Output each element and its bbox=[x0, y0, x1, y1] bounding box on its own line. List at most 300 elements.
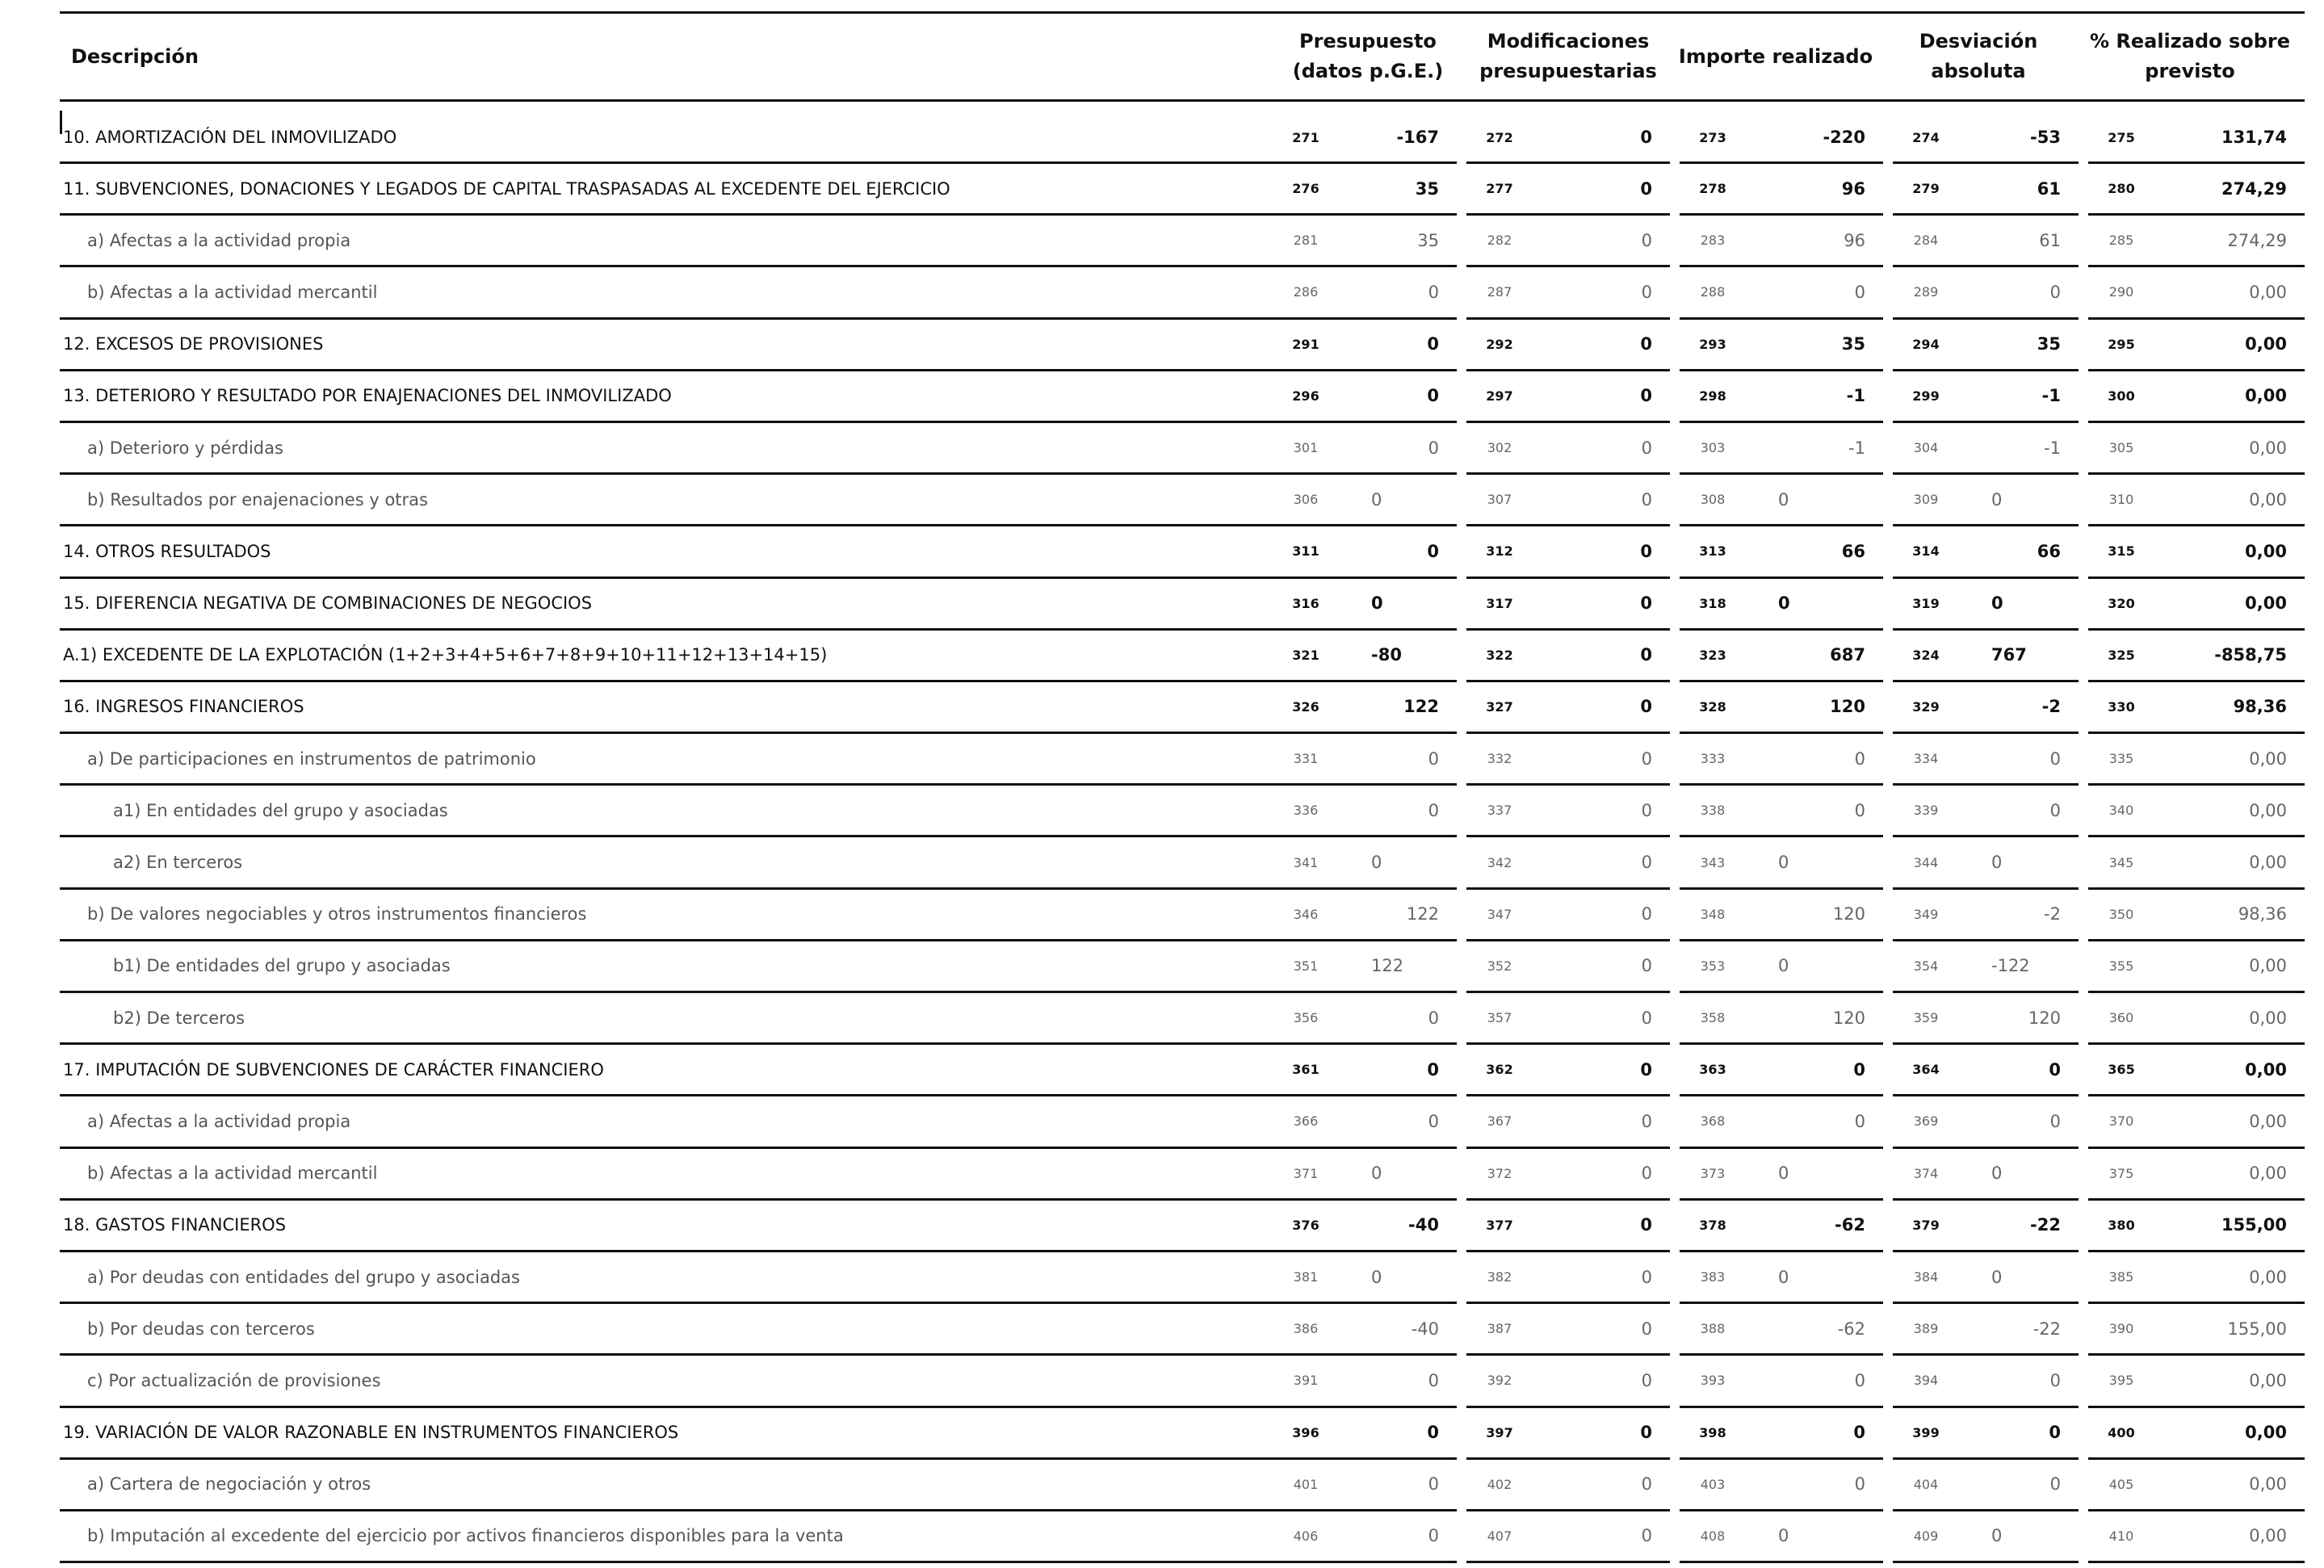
row-description: a) Afectas a la actividad propia bbox=[60, 215, 1273, 266]
row-value-presupuesto: 0 bbox=[1339, 1355, 1457, 1407]
row-value-presupuesto: 0 bbox=[1339, 474, 1457, 526]
table-row bbox=[60, 1407, 2305, 1458]
column-gap bbox=[1457, 1355, 1466, 1407]
table-row bbox=[60, 836, 2305, 888]
row-code-importe-realizado: 343 bbox=[1680, 836, 1746, 888]
row-code-modificaciones: 337 bbox=[1466, 785, 1533, 836]
row-value-importe-realizado: 120 bbox=[1746, 888, 1883, 940]
row-value-modificaciones: 0 bbox=[1533, 733, 1670, 785]
column-gap bbox=[2079, 370, 2088, 421]
row-code-porcentaje-realizado: 340 bbox=[2088, 785, 2154, 836]
row-value-presupuesto: 0 bbox=[1339, 1510, 1457, 1562]
table-row bbox=[60, 1199, 2305, 1251]
column-gap bbox=[1670, 629, 1680, 681]
row-code-importe-realizado: 363 bbox=[1680, 1044, 1746, 1096]
row-value-porcentaje-realizado: 0,00 bbox=[2154, 1407, 2305, 1458]
row-value-porcentaje-realizado: 0,00 bbox=[2154, 421, 2305, 473]
header-descripcion: Descripción bbox=[71, 44, 199, 68]
row-code-presupuesto: 361 bbox=[1273, 1044, 1339, 1096]
column-gap bbox=[1457, 940, 1466, 992]
row-value-porcentaje-realizado: 0,00 bbox=[2154, 992, 2305, 1044]
row-code-desviacion: 319 bbox=[1893, 577, 1959, 629]
row-code-importe-realizado: 308 bbox=[1680, 474, 1746, 526]
column-gap bbox=[2079, 733, 2088, 785]
row-code-presupuesto: 371 bbox=[1273, 1147, 1339, 1199]
row-value-desviacion: 120 bbox=[1959, 992, 2079, 1044]
row-code-presupuesto: 276 bbox=[1273, 163, 1339, 215]
row-value-importe-realizado: 0 bbox=[1746, 577, 1883, 629]
row-description: 12. EXCESOS DE PROVISIONES bbox=[60, 318, 1273, 370]
row-value-desviacion: 61 bbox=[1959, 163, 2079, 215]
column-gap bbox=[1670, 102, 1680, 163]
table-row bbox=[60, 102, 2305, 163]
row-code-importe-realizado: 303 bbox=[1680, 421, 1746, 473]
table-row bbox=[60, 266, 2305, 318]
row-code-presupuesto: 271 bbox=[1273, 102, 1339, 163]
column-gap bbox=[2079, 526, 2088, 577]
column-gap bbox=[1670, 836, 1680, 888]
table-row bbox=[60, 215, 2305, 266]
row-value-desviacion: -22 bbox=[1959, 1199, 2079, 1251]
column-gap bbox=[2079, 102, 2088, 163]
column-gap bbox=[1883, 1147, 1893, 1199]
column-gap bbox=[2079, 681, 2088, 732]
column-gap bbox=[2079, 1355, 2088, 1407]
row-value-presupuesto: 0 bbox=[1339, 733, 1457, 785]
row-description: b) De valores negociables y otros instrumentos financieros bbox=[60, 888, 1273, 940]
row-value-desviacion: 35 bbox=[1959, 318, 2079, 370]
row-value-importe-realizado: 0 bbox=[1746, 785, 1883, 836]
row-code-modificaciones: 342 bbox=[1466, 836, 1533, 888]
row-value-importe-realizado: 0 bbox=[1746, 1044, 1883, 1096]
column-gap bbox=[1457, 577, 1466, 629]
row-code-desviacion: 344 bbox=[1893, 836, 1959, 888]
row-code-porcentaje-realizado: 280 bbox=[2088, 163, 2154, 215]
row-code-presupuesto: 291 bbox=[1273, 318, 1339, 370]
data-table bbox=[60, 102, 2305, 1563]
column-gap bbox=[1670, 733, 1680, 785]
row-value-modificaciones: 0 bbox=[1533, 992, 1670, 1044]
row-value-desviacion: 0 bbox=[1959, 1407, 2079, 1458]
row-value-importe-realizado: 0 bbox=[1746, 1251, 1883, 1302]
row-description: a) Por deudas con entidades del grupo y asociadas bbox=[60, 1251, 1273, 1302]
column-gap bbox=[1457, 474, 1466, 526]
table-row bbox=[60, 1355, 2305, 1407]
row-code-desviacion: 369 bbox=[1893, 1096, 1959, 1147]
row-code-presupuesto: 296 bbox=[1273, 370, 1339, 421]
row-code-modificaciones: 312 bbox=[1466, 526, 1533, 577]
column-gap bbox=[2079, 1458, 2088, 1510]
column-gap bbox=[1883, 733, 1893, 785]
row-value-porcentaje-realizado: 98,36 bbox=[2154, 888, 2305, 940]
row-code-modificaciones: 382 bbox=[1466, 1251, 1533, 1302]
row-value-porcentaje-realizado: 0,00 bbox=[2154, 1096, 2305, 1147]
row-value-porcentaje-realizado: 155,00 bbox=[2154, 1303, 2305, 1355]
row-code-modificaciones: 292 bbox=[1466, 318, 1533, 370]
row-description: 11. SUBVENCIONES, DONACIONES Y LEGADOS DE CAPITAL TRASPASADAS AL EXCEDENTE DEL EJERCICIO bbox=[60, 163, 1273, 215]
column-gap bbox=[1670, 370, 1680, 421]
row-description: a) De participaciones en instrumentos de patrimonio bbox=[60, 733, 1273, 785]
row-code-porcentaje-realizado: 380 bbox=[2088, 1199, 2154, 1251]
column-gap bbox=[1670, 163, 1680, 215]
row-value-porcentaje-realizado: 0,00 bbox=[2154, 370, 2305, 421]
header-importe-realizado: Importe realizado bbox=[1678, 44, 1873, 68]
column-gap bbox=[1670, 1458, 1680, 1510]
column-gap bbox=[1457, 1199, 1466, 1251]
row-code-presupuesto: 351 bbox=[1273, 940, 1339, 992]
column-gap bbox=[1883, 102, 1893, 163]
row-code-importe-realizado: 378 bbox=[1680, 1199, 1746, 1251]
column-gap bbox=[1670, 888, 1680, 940]
column-gap bbox=[1670, 421, 1680, 473]
row-value-importe-realizado: 96 bbox=[1746, 215, 1883, 266]
row-value-modificaciones: 0 bbox=[1533, 1251, 1670, 1302]
table-row bbox=[60, 577, 2305, 629]
column-gap bbox=[1883, 1199, 1893, 1251]
column-gap bbox=[2079, 1096, 2088, 1147]
row-value-porcentaje-realizado: 0,00 bbox=[2154, 474, 2305, 526]
column-gap bbox=[2079, 215, 2088, 266]
column-gap bbox=[1883, 266, 1893, 318]
row-value-presupuesto: 0 bbox=[1339, 526, 1457, 577]
column-gap bbox=[1670, 1510, 1680, 1562]
row-description: A.1) EXCEDENTE DE LA EXPLOTACIÓN (1+2+3+4+5+6+7+8+9+10+11+12+13+14+15) bbox=[60, 629, 1273, 681]
row-code-importe-realizado: 348 bbox=[1680, 888, 1746, 940]
row-value-desviacion: -2 bbox=[1959, 888, 2079, 940]
row-description: a1) En entidades del grupo y asociadas bbox=[60, 785, 1273, 836]
row-code-modificaciones: 367 bbox=[1466, 1096, 1533, 1147]
row-code-modificaciones: 332 bbox=[1466, 733, 1533, 785]
row-value-porcentaje-realizado: 0,00 bbox=[2154, 1044, 2305, 1096]
row-description: a) Afectas a la actividad propia bbox=[60, 1096, 1273, 1147]
column-gap bbox=[2079, 836, 2088, 888]
row-code-presupuesto: 366 bbox=[1273, 1096, 1339, 1147]
row-code-importe-realizado: 393 bbox=[1680, 1355, 1746, 1407]
column-gap bbox=[1883, 836, 1893, 888]
row-code-porcentaje-realizado: 355 bbox=[2088, 940, 2154, 992]
table-row bbox=[60, 318, 2305, 370]
row-value-presupuesto: 0 bbox=[1339, 1044, 1457, 1096]
row-code-modificaciones: 317 bbox=[1466, 577, 1533, 629]
row-value-importe-realizado: 687 bbox=[1746, 629, 1883, 681]
row-code-desviacion: 334 bbox=[1893, 733, 1959, 785]
row-code-presupuesto: 326 bbox=[1273, 681, 1339, 732]
column-gap bbox=[1883, 940, 1893, 992]
row-value-porcentaje-realizado: 0,00 bbox=[2154, 1510, 2305, 1562]
row-value-modificaciones: 0 bbox=[1533, 1199, 1670, 1251]
row-code-presupuesto: 381 bbox=[1273, 1251, 1339, 1302]
row-description: b2) De terceros bbox=[60, 992, 1273, 1044]
column-gap bbox=[1883, 1510, 1893, 1562]
row-code-desviacion: 314 bbox=[1893, 526, 1959, 577]
row-description: 14. OTROS RESULTADOS bbox=[60, 526, 1273, 577]
row-code-presupuesto: 336 bbox=[1273, 785, 1339, 836]
row-code-presupuesto: 306 bbox=[1273, 474, 1339, 526]
column-gap bbox=[1670, 1303, 1680, 1355]
row-value-importe-realizado: 0 bbox=[1746, 733, 1883, 785]
column-gap bbox=[2079, 1199, 2088, 1251]
column-gap bbox=[1457, 992, 1466, 1044]
row-description: a2) En terceros bbox=[60, 836, 1273, 888]
column-gap bbox=[1670, 1199, 1680, 1251]
row-code-modificaciones: 287 bbox=[1466, 266, 1533, 318]
row-code-desviacion: 279 bbox=[1893, 163, 1959, 215]
row-description: 19. VARIACIÓN DE VALOR RAZONABLE EN INSTRUMENTOS FINANCIEROS bbox=[60, 1407, 1273, 1458]
table-row bbox=[60, 785, 2305, 836]
row-code-porcentaje-realizado: 335 bbox=[2088, 733, 2154, 785]
row-code-porcentaje-realizado: 360 bbox=[2088, 992, 2154, 1044]
column-gap bbox=[2079, 1510, 2088, 1562]
column-gap bbox=[2079, 266, 2088, 318]
column-gap bbox=[1670, 1044, 1680, 1096]
row-value-desviacion: -122 bbox=[1959, 940, 2079, 992]
row-code-desviacion: 339 bbox=[1893, 785, 1959, 836]
row-code-modificaciones: 372 bbox=[1466, 1147, 1533, 1199]
column-gap bbox=[1883, 1303, 1893, 1355]
row-value-presupuesto: 0 bbox=[1339, 421, 1457, 473]
row-value-porcentaje-realizado: 274,29 bbox=[2154, 215, 2305, 266]
row-value-desviacion: 0 bbox=[1959, 785, 2079, 836]
row-value-presupuesto: 0 bbox=[1339, 1407, 1457, 1458]
table-row bbox=[60, 1303, 2305, 1355]
row-value-presupuesto: 0 bbox=[1339, 1458, 1457, 1510]
row-code-desviacion: 389 bbox=[1893, 1303, 1959, 1355]
column-gap bbox=[1883, 1044, 1893, 1096]
row-value-importe-realizado: 0 bbox=[1746, 1096, 1883, 1147]
column-gap bbox=[2079, 421, 2088, 473]
column-gap bbox=[1457, 681, 1466, 732]
row-code-importe-realizado: 358 bbox=[1680, 992, 1746, 1044]
column-gap bbox=[1457, 421, 1466, 473]
row-value-porcentaje-realizado: 0,00 bbox=[2154, 1147, 2305, 1199]
row-value-presupuesto: 0 bbox=[1339, 785, 1457, 836]
row-value-importe-realizado: 0 bbox=[1746, 266, 1883, 318]
row-value-porcentaje-realizado: 0,00 bbox=[2154, 266, 2305, 318]
row-code-importe-realizado: 273 bbox=[1680, 102, 1746, 163]
column-gap bbox=[2079, 1044, 2088, 1096]
column-gap bbox=[1457, 526, 1466, 577]
row-value-importe-realizado: 35 bbox=[1746, 318, 1883, 370]
row-value-modificaciones: 0 bbox=[1533, 836, 1670, 888]
column-gap bbox=[1670, 1355, 1680, 1407]
column-gap bbox=[1670, 526, 1680, 577]
column-gap bbox=[1457, 785, 1466, 836]
row-code-porcentaje-realizado: 295 bbox=[2088, 318, 2154, 370]
row-value-presupuesto: 0 bbox=[1339, 370, 1457, 421]
column-gap bbox=[1883, 1458, 1893, 1510]
table-row bbox=[60, 733, 2305, 785]
row-code-presupuesto: 321 bbox=[1273, 629, 1339, 681]
row-code-porcentaje-realizado: 310 bbox=[2088, 474, 2154, 526]
row-code-importe-realizado: 353 bbox=[1680, 940, 1746, 992]
table-row bbox=[60, 474, 2305, 526]
row-code-desviacion: 399 bbox=[1893, 1407, 1959, 1458]
column-gap bbox=[2079, 1303, 2088, 1355]
row-value-presupuesto: 0 bbox=[1339, 266, 1457, 318]
column-gap bbox=[1457, 318, 1466, 370]
row-code-presupuesto: 331 bbox=[1273, 733, 1339, 785]
row-value-modificaciones: 0 bbox=[1533, 1510, 1670, 1562]
row-value-porcentaje-realizado: 0,00 bbox=[2154, 836, 2305, 888]
row-code-porcentaje-realizado: 290 bbox=[2088, 266, 2154, 318]
row-value-importe-realizado: 0 bbox=[1746, 1510, 1883, 1562]
row-value-importe-realizado: 66 bbox=[1746, 526, 1883, 577]
row-code-modificaciones: 277 bbox=[1466, 163, 1533, 215]
row-code-porcentaje-realizado: 315 bbox=[2088, 526, 2154, 577]
row-code-modificaciones: 387 bbox=[1466, 1303, 1533, 1355]
row-code-porcentaje-realizado: 375 bbox=[2088, 1147, 2154, 1199]
row-code-importe-realizado: 293 bbox=[1680, 318, 1746, 370]
row-value-porcentaje-realizado: 0,00 bbox=[2154, 1458, 2305, 1510]
row-value-modificaciones: 0 bbox=[1533, 370, 1670, 421]
row-value-importe-realizado: 0 bbox=[1746, 1458, 1883, 1510]
column-gap bbox=[1883, 629, 1893, 681]
row-value-presupuesto: -40 bbox=[1339, 1303, 1457, 1355]
column-gap bbox=[1883, 577, 1893, 629]
row-value-presupuesto: 122 bbox=[1339, 681, 1457, 732]
row-code-desviacion: 349 bbox=[1893, 888, 1959, 940]
row-code-presupuesto: 396 bbox=[1273, 1407, 1339, 1458]
row-value-presupuesto: 35 bbox=[1339, 163, 1457, 215]
row-code-desviacion: 324 bbox=[1893, 629, 1959, 681]
row-value-modificaciones: 0 bbox=[1533, 629, 1670, 681]
row-value-porcentaje-realizado: 0,00 bbox=[2154, 1355, 2305, 1407]
row-code-importe-realizado: 408 bbox=[1680, 1510, 1746, 1562]
row-value-importe-realizado: -1 bbox=[1746, 421, 1883, 473]
row-value-presupuesto: 0 bbox=[1339, 318, 1457, 370]
row-code-modificaciones: 322 bbox=[1466, 629, 1533, 681]
row-code-desviacion: 364 bbox=[1893, 1044, 1959, 1096]
row-value-desviacion: 0 bbox=[1959, 1096, 2079, 1147]
table-row bbox=[60, 940, 2305, 992]
row-code-modificaciones: 402 bbox=[1466, 1458, 1533, 1510]
column-gap bbox=[1457, 836, 1466, 888]
column-gap bbox=[1670, 1147, 1680, 1199]
column-gap bbox=[2079, 940, 2088, 992]
column-gap bbox=[2079, 1407, 2088, 1458]
column-gap bbox=[2079, 577, 2088, 629]
row-code-porcentaje-realizado: 410 bbox=[2088, 1510, 2154, 1562]
column-gap bbox=[2079, 163, 2088, 215]
column-gap bbox=[1670, 266, 1680, 318]
column-gap bbox=[1883, 785, 1893, 836]
row-value-modificaciones: 0 bbox=[1533, 163, 1670, 215]
row-value-modificaciones: 0 bbox=[1533, 318, 1670, 370]
column-gap bbox=[1883, 370, 1893, 421]
row-code-desviacion: 274 bbox=[1893, 102, 1959, 163]
row-value-porcentaje-realizado: 0,00 bbox=[2154, 733, 2305, 785]
column-gap bbox=[2079, 318, 2088, 370]
row-code-presupuesto: 356 bbox=[1273, 992, 1339, 1044]
row-value-modificaciones: 0 bbox=[1533, 785, 1670, 836]
row-code-porcentaje-realizado: 390 bbox=[2088, 1303, 2154, 1355]
row-code-presupuesto: 406 bbox=[1273, 1510, 1339, 1562]
row-code-modificaciones: 297 bbox=[1466, 370, 1533, 421]
table-row bbox=[60, 629, 2305, 681]
column-gap bbox=[1883, 1251, 1893, 1302]
column-gap bbox=[1457, 1458, 1466, 1510]
column-gap bbox=[1883, 215, 1893, 266]
row-value-porcentaje-realizado: 0,00 bbox=[2154, 940, 2305, 992]
row-code-desviacion: 284 bbox=[1893, 215, 1959, 266]
row-code-modificaciones: 302 bbox=[1466, 421, 1533, 473]
row-value-desviacion: 0 bbox=[1959, 1044, 2079, 1096]
column-gap bbox=[1457, 733, 1466, 785]
row-description: b1) De entidades del grupo y asociadas bbox=[60, 940, 1273, 992]
column-gap bbox=[1457, 370, 1466, 421]
column-gap bbox=[1670, 940, 1680, 992]
row-code-importe-realizado: 383 bbox=[1680, 1251, 1746, 1302]
column-gap bbox=[2079, 629, 2088, 681]
row-code-presupuesto: 376 bbox=[1273, 1199, 1339, 1251]
row-value-desviacion: 0 bbox=[1959, 1355, 2079, 1407]
table-row bbox=[60, 370, 2305, 421]
column-gap bbox=[2079, 888, 2088, 940]
row-code-importe-realizado: 288 bbox=[1680, 266, 1746, 318]
column-gap bbox=[1670, 1251, 1680, 1302]
row-value-desviacion: 61 bbox=[1959, 215, 2079, 266]
column-gap bbox=[1883, 992, 1893, 1044]
column-gap bbox=[1670, 1407, 1680, 1458]
row-value-modificaciones: 0 bbox=[1533, 266, 1670, 318]
row-code-porcentaje-realizado: 405 bbox=[2088, 1458, 2154, 1510]
column-gap bbox=[2079, 992, 2088, 1044]
column-gap bbox=[1883, 1407, 1893, 1458]
row-code-porcentaje-realizado: 365 bbox=[2088, 1044, 2154, 1096]
row-code-desviacion: 289 bbox=[1893, 266, 1959, 318]
row-value-porcentaje-realizado: 0,00 bbox=[2154, 1251, 2305, 1302]
row-code-porcentaje-realizado: 370 bbox=[2088, 1096, 2154, 1147]
column-gap bbox=[1457, 629, 1466, 681]
row-code-desviacion: 309 bbox=[1893, 474, 1959, 526]
row-code-modificaciones: 352 bbox=[1466, 940, 1533, 992]
row-value-importe-realizado: 120 bbox=[1746, 992, 1883, 1044]
column-gap bbox=[1457, 102, 1466, 163]
row-code-desviacion: 359 bbox=[1893, 992, 1959, 1044]
row-code-presupuesto: 391 bbox=[1273, 1355, 1339, 1407]
row-code-porcentaje-realizado: 385 bbox=[2088, 1251, 2154, 1302]
row-value-porcentaje-realizado: 0,00 bbox=[2154, 526, 2305, 577]
column-gap bbox=[1883, 1355, 1893, 1407]
budget-table-sheet bbox=[60, 11, 2305, 1563]
column-gap bbox=[1457, 1303, 1466, 1355]
row-description: 18. GASTOS FINANCIEROS bbox=[60, 1199, 1273, 1251]
row-code-porcentaje-realizado: 320 bbox=[2088, 577, 2154, 629]
row-code-modificaciones: 272 bbox=[1466, 102, 1533, 163]
row-code-presupuesto: 341 bbox=[1273, 836, 1339, 888]
row-description: b) Afectas a la actividad mercantil bbox=[60, 1147, 1273, 1199]
row-code-porcentaje-realizado: 395 bbox=[2088, 1355, 2154, 1407]
row-value-porcentaje-realizado: 98,36 bbox=[2154, 681, 2305, 732]
row-code-modificaciones: 407 bbox=[1466, 1510, 1533, 1562]
row-value-desviacion: -1 bbox=[1959, 421, 2079, 473]
row-code-desviacion: 384 bbox=[1893, 1251, 1959, 1302]
row-value-desviacion: 0 bbox=[1959, 1458, 2079, 1510]
column-gap bbox=[1883, 318, 1893, 370]
row-code-porcentaje-realizado: 325 bbox=[2088, 629, 2154, 681]
column-gap bbox=[1883, 1096, 1893, 1147]
row-description: b) Por deudas con terceros bbox=[60, 1303, 1273, 1355]
column-gap bbox=[1457, 1044, 1466, 1096]
row-value-desviacion: 0 bbox=[1959, 266, 2079, 318]
column-gap bbox=[1670, 681, 1680, 732]
column-gap bbox=[1883, 526, 1893, 577]
row-value-modificaciones: 0 bbox=[1533, 940, 1670, 992]
row-code-porcentaje-realizado: 330 bbox=[2088, 681, 2154, 732]
row-value-modificaciones: 0 bbox=[1533, 1147, 1670, 1199]
row-code-desviacion: 394 bbox=[1893, 1355, 1959, 1407]
row-description: 15. DIFERENCIA NEGATIVA DE COMBINACIONES DE NEGOCIOS bbox=[60, 577, 1273, 629]
